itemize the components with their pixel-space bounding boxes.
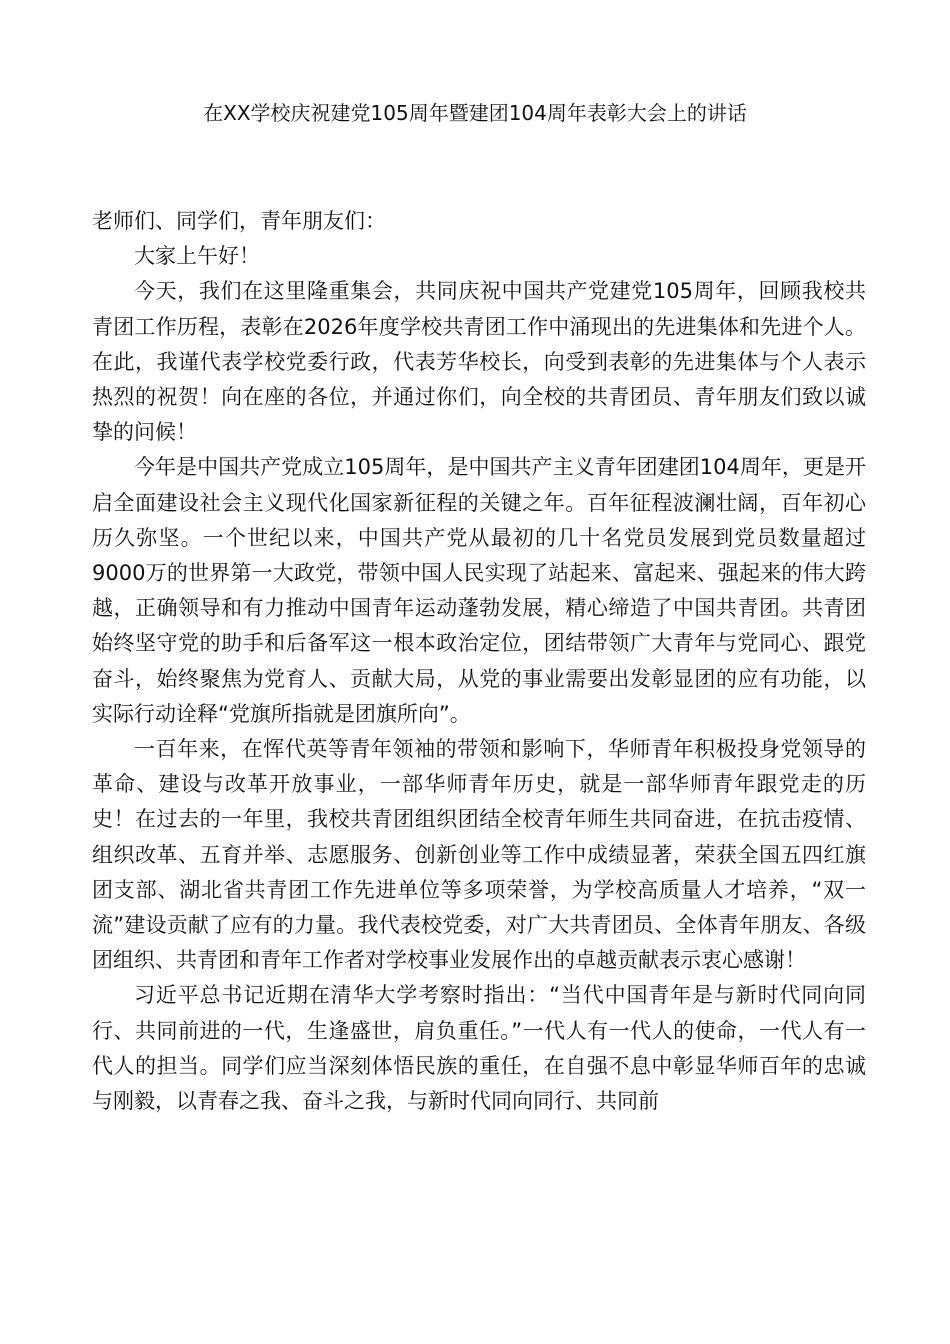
greeting: 大家上午好！: [134, 244, 260, 269]
document-title: 在XX学校庆祝建党105周年暨建团104周年表彰大会上的讲话: [203, 101, 747, 125]
paragraph: 今年是中国共产党成立105周年，是中国共产主义青年团建团104周年，更是开启全面建设社会主义现代化国家新征程的关键之年。百年征程波澜壮阔，百年初心历久弥坚。一个世纪以来，中国共产党从最初的几十名党员发展到党员数量超过9000万的世界第一大政党，带领中国人民实现了站起来、富起来、强起来的伟大跨越，正确领导和有力推动中国青年运动蓬勃发展，精心缔造了中国共青团。共青团始终坚守党的助手和后备军这一根本政治定位，团结带领广大青年与党同心、跟党奋斗，始终聚焦为党育人、贡献大局，从党的事业需要出发彰显团的应有功能，以实际行动诠释“党旗所指就是团旗所向”。: [92, 455, 866, 726]
paragraph: 一百年来，在恽代英等青年领袖的带领和影响下，华师青年积极投身党领导的革命、建设与改革开放事业，一部华师青年历史，就是一部华师青年跟党走的历史！在过去的一年里，我校共青团组织团结全校青年师生共同奋进，在抗击疫情、组织改革、五育并举、志愿服务、创新创业等工作中成绩显著，荣获全国五四红旗团支部、湖北省共青团工作先进单位等多项荣誉，为学校高质量人才培养，“双一流”建设贡献了应有的力量。我代表校党委，对广大共青团员、全体青年朋友、各级团组织、共青团和青年工作者对学校事业发展作出的卓越贡献表示衷心感谢！: [92, 737, 866, 973]
paragraph: 今天，我们在这里隆重集会，共同庆祝中国共产党建党105周年，回顾我校共青团工作历程，表彰在2026年度学校共青团工作中涌现出的先进集体和先进个人。在此，我谨代表学校党委行政，代表芳华校长，向受到表彰的先进集体与个人表示热烈的祝贺！向在座的各位，并通过你们，向全校的共青团员、青年朋友们致以诚挚的问候！: [92, 279, 866, 445]
salutation: 老师们、同学们，青年朋友们：: [92, 209, 386, 233]
document-body: [92, 204, 866, 1119]
paragraph: 习近平总书记近期在清华大学考察时指出：“当代中国青年是与新时代同向同行、共同前进的一代，生逢盛世，肩负重任。”一代人有一代人的使命，一代人有一代人的担当。同学们应当深刻体悟民族的重任，在自强不息中彰显华师百年的忠诚与刚毅，以青春之我、奋斗之我，与新时代同向同行、共同前: [92, 983, 866, 1114]
